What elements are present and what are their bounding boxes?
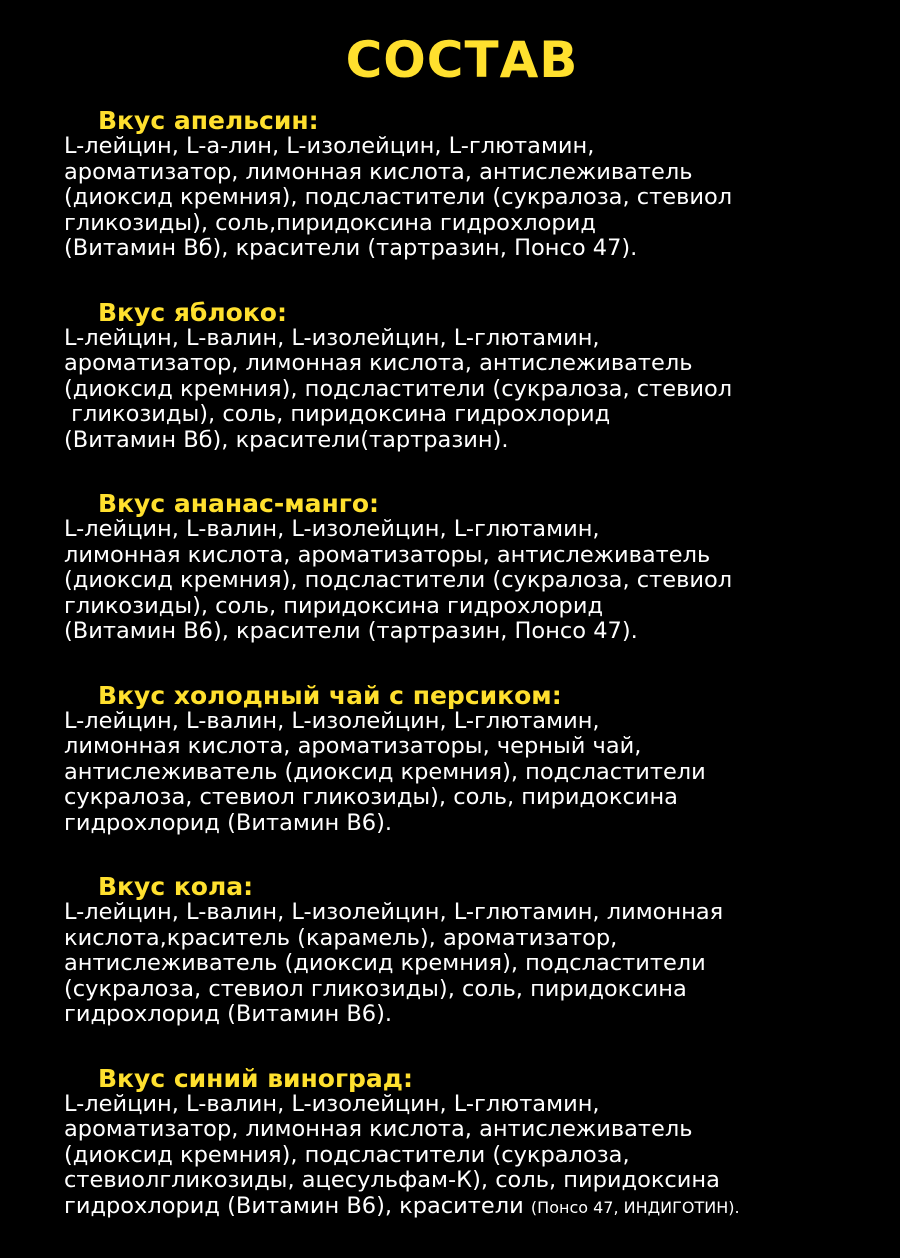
ingredient-line: гликозиды), соль,пиридоксина гидрохлорид: [64, 209, 596, 236]
ingredient-line: (Витамин Вб), красители (тартразин, Понсо 47).: [64, 235, 638, 261]
ingredient-line: лимонная кислота, ароматизаторы, черный чай,: [64, 733, 642, 759]
flavor-section-cola: [64, 874, 844, 1028]
ingredient-line: гидрохлорид (Витамин В6).: [64, 809, 392, 836]
ingredient-line: антислеживатель (диоксид кремния), подсластители: [64, 758, 706, 785]
flavor-heading-pineapple-mango: Вкус ананас-манго:: [98, 489, 380, 518]
flavor-section-orange: [64, 108, 844, 262]
ingredient-line: (сукралоза, стевиол гликозиды), соль, пиридоксина: [64, 975, 687, 1002]
ingredient-line: стевиолгликозиды, ацесульфам-К), соль, пиридоксина: [64, 1167, 720, 1193]
ingredient-line: ароматизатор, лимонная кислота, антислеживатель: [64, 158, 693, 185]
ingredient-line: гликозиды), соль, пиридоксина гидрохлорид: [64, 592, 604, 619]
flavor-heading-apple: Вкус яблоко:: [98, 297, 287, 327]
ingredient-line: (Витамин Вб), красители(тартразин).: [64, 426, 509, 453]
ingredient-line: кислота,краситель (карамель), ароматизатор,: [64, 924, 618, 951]
ingredient-line-text: гидрохлорид (Витамин В6), красители: [64, 1192, 531, 1219]
ingredient-line: ароматизатор, лимонная кислота, антислеживатель: [64, 1116, 693, 1142]
ingredient-line-last: [64, 1194, 844, 1221]
flavor-heading-peach-iced-tea: Вкус холодный чай с персиком:: [98, 680, 562, 710]
ingredient-line: сукралоза, стевиол гликозиды), соль, пиридоксина: [64, 784, 678, 810]
ingredient-line: антислеживатель (диоксид кремния), подсластители: [64, 950, 706, 976]
ingredient-line: L-лейцин, L-валин, L-изолейцин, L-глютамин,: [64, 707, 600, 734]
ingredient-line: ароматизатор, лимонная кислота, антислеживатель: [64, 350, 693, 376]
ingredients-list: [64, 108, 844, 1258]
ingredient-line: (диоксид кремния), подсластители (сукралоза, стевиол: [64, 375, 733, 402]
ingredient-line: L-лейцин, L-валин, L-изолейцин, L-глютамин,: [64, 1090, 600, 1117]
ingredient-line: L-лейцин, L-валин, L-изолейцин, L-глютамин,: [64, 516, 600, 542]
flavor-heading-orange: Вкус апельсин:: [98, 106, 319, 135]
ingredient-line: (Витамин В6), красители (тартразин, Понсо 47).: [64, 618, 638, 644]
ingredient-line: гидрохлорид (Витамин В6).: [64, 1001, 392, 1027]
flavor-section-peach-iced-tea: [64, 680, 844, 837]
ingredient-line: L-лейцин, L-a-лин, L-изолейцин, L-глютамин,: [64, 133, 595, 159]
flavor-section-blue-grape: [64, 1063, 844, 1221]
ingredient-line: гликозиды), соль, пиридоксина гидрохлорид: [64, 401, 611, 427]
flavor-section-pineapple-mango: [64, 491, 844, 645]
ingredient-line: лимонная кислота, ароматизаторы, антислеживатель: [64, 541, 711, 568]
ingredient-line: L-лейцин, L-валин, L-изолейцин, L-глютамин, лимонная: [64, 899, 724, 925]
ingredient-line: L-лейцин, L-валин, L-изолейцин, L-глютамин,: [64, 324, 600, 351]
ingredient-line: (диоксид кремния), подсластители (сукралоза,: [64, 1141, 630, 1168]
flavor-heading-blue-grape: Вкус синий виноград:: [98, 1063, 413, 1093]
page-title: СОСТАВ: [345, 31, 579, 89]
flavor-section-apple: [64, 297, 844, 454]
ingredient-line-small-text: (Понсо 47, ИНДИГОТИН).: [530, 1197, 740, 1217]
ingredient-line: (диоксид кремния), подсластители (сукралоза, стевиол: [64, 567, 733, 593]
flavor-heading-cola: Вкус кола:: [98, 872, 254, 901]
ingredient-line: (диоксид кремния), подсластители (сукралоза, стевиол: [64, 184, 733, 210]
